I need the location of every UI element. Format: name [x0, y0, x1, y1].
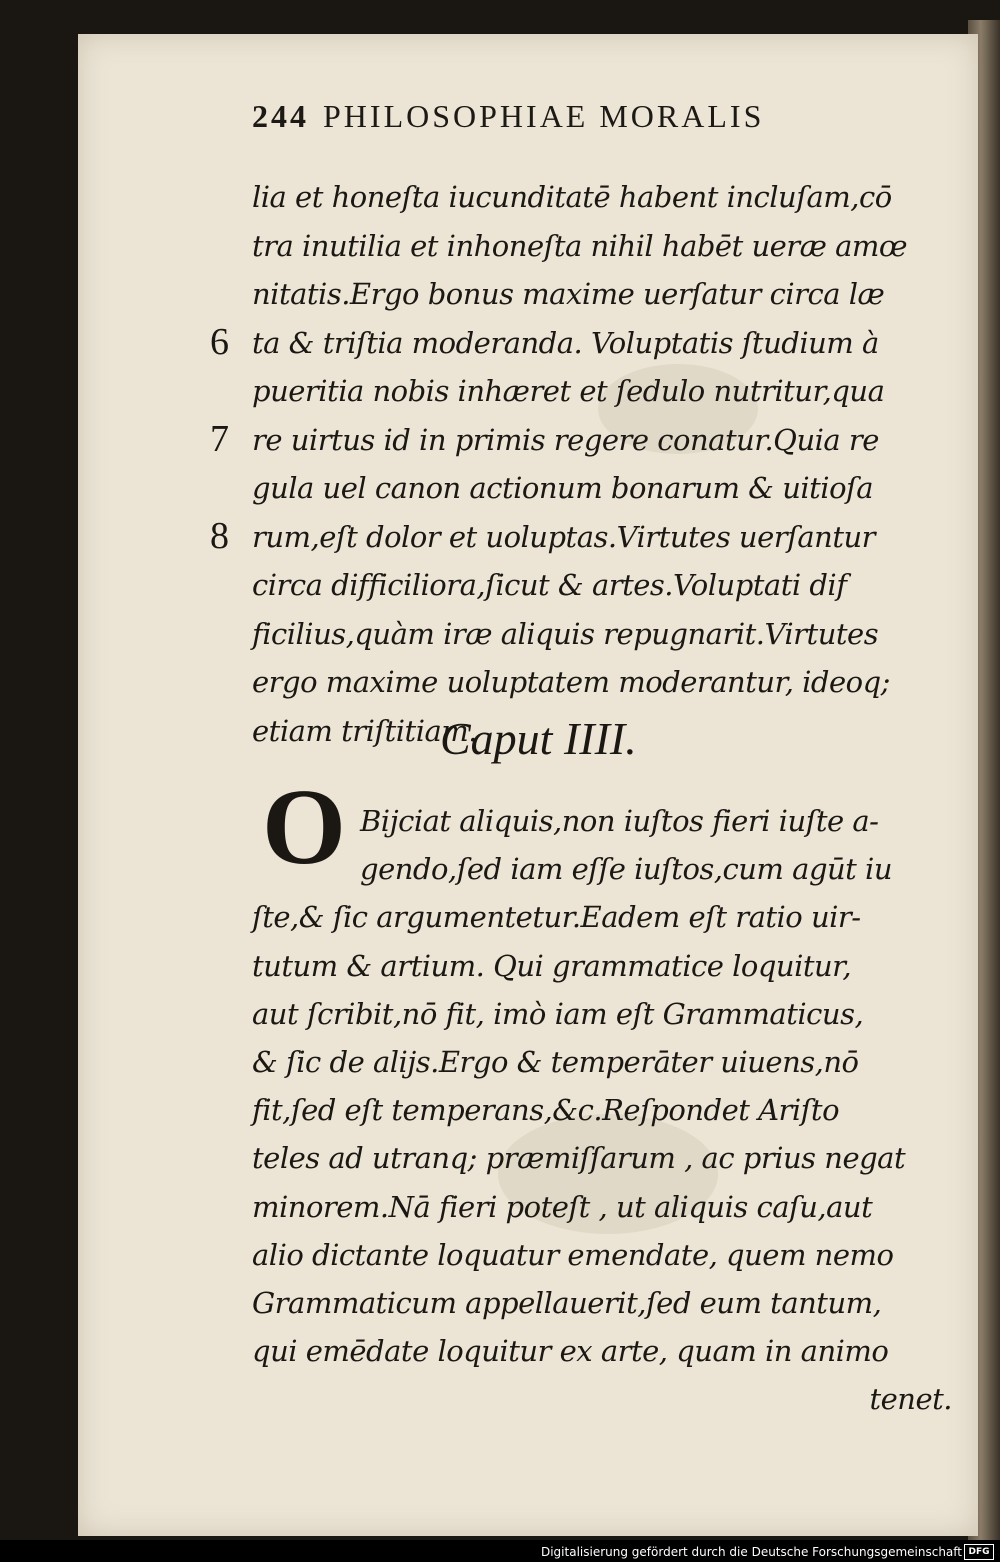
- text-line: tra inutilia et inhoneſta nihil habēt ueræ amœ: [252, 228, 908, 263]
- text-line: circa difficiliora,ſicut & artes.Voluptati dif: [252, 568, 847, 602]
- text-line: minorem.Nā fieri poteſt , ut aliquis caſu,aut: [252, 1189, 873, 1224]
- text-line: Bijciat aliquis,non iuſtos fieri iuſte a-: [360, 804, 879, 838]
- text-line: lia et honeſta iucunditatē habent incluſam,cō: [252, 180, 892, 214]
- margin-number: 8: [210, 514, 229, 557]
- text-line: ficilius,quàm iræ aliquis repugnarit.Virtutes: [252, 616, 879, 651]
- text-line: etiam triſtitiam.: [252, 713, 477, 748]
- text-line: tenet.: [869, 1382, 952, 1417]
- running-title: PHILOSOPHIAE MORALIS: [323, 98, 765, 134]
- text-line: ta & triſtia moderanda. Voluptatis ſtudium à: [252, 325, 879, 360]
- text-line: rum,eſt dolor et uoluptas.Virtutes uerſantur: [252, 519, 876, 554]
- text-line: ergo maxime uoluptatem moderantur, ideoq;: [252, 665, 890, 699]
- text-line: fit,ſed eſt temperans,&c.Reſpondet Ariſto: [252, 1093, 840, 1128]
- dfg-logo: DFG: [964, 1544, 994, 1560]
- text-line: gula uel canon actionum bonarum & uitioſa: [252, 471, 874, 505]
- text-line: teles ad utranq; præmiſſarum , ac prius negat: [252, 1141, 906, 1176]
- margin-number: 7: [210, 417, 229, 460]
- text-line: & ſic de alijs.Ergo & temperāter uiuens,nō: [252, 1045, 859, 1079]
- page-number: 244: [252, 98, 309, 134]
- text-line: qui emēdate loquitur ex arte, quam in animo: [252, 1334, 889, 1369]
- text-line: aut ſcribit,nō fit, imò iam eſt Grammaticus,: [252, 996, 864, 1031]
- text-line: alio dictante loquatur emendate, quem nemo: [252, 1237, 894, 1272]
- text-line: re uirtus id in primis regere conatur.Quia re: [252, 422, 879, 457]
- drop-cap-initial: O: [262, 768, 347, 887]
- text-line: nitatis.Ergo bonus maxime uerſatur circa læ: [252, 277, 885, 311]
- text-line: pueritia nobis inhæret et ſedulo nutritur,qua: [252, 374, 885, 408]
- text-line: Grammaticum appellauerit,ſed eum tantum,: [252, 1286, 882, 1320]
- text-line: ſte,& ſic argumentetur.Eadem eſt ratio uir-: [252, 900, 861, 935]
- running-head: [252, 98, 902, 135]
- chapter-heading: Caput IIII.: [440, 713, 637, 764]
- text-line: gendo,ſed iam eſſe iuſtos,cum agūt iu: [360, 852, 893, 887]
- text-line: tutum & artium. Qui grammatice loquitur,: [252, 948, 852, 983]
- digitization-credit: Digitalisierung gefördert durch die Deutsche Forschungsgemeinschaft: [540, 1545, 962, 1559]
- margin-number: 6: [210, 320, 229, 363]
